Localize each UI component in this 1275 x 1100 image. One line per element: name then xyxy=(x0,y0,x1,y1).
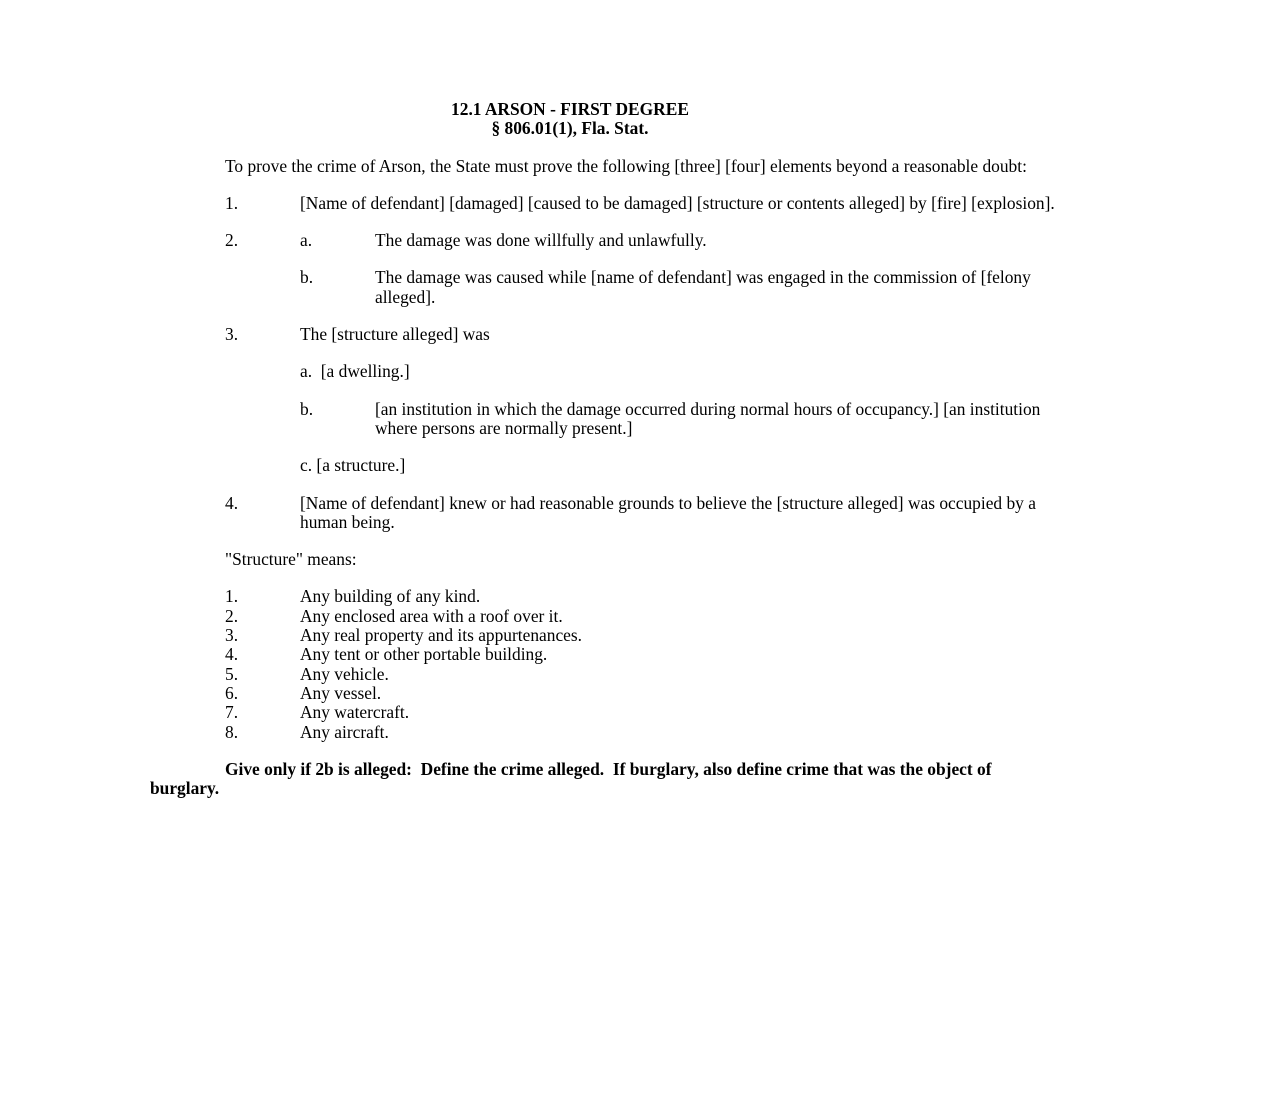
element-3b-text: [an institution in which the damage occurred during normal hours of occupancy.] [an institution where persons are normally present.] xyxy=(375,398,1041,438)
list-item-text: Any tent or other portable building. xyxy=(300,644,548,665)
element-1-number: 1. xyxy=(225,192,239,213)
list-item-text: Any building of any kind. xyxy=(300,586,481,607)
element-2b xyxy=(150,268,1055,307)
element-3-text: The [structure alleged] was xyxy=(300,324,490,345)
list-item xyxy=(150,626,1055,645)
list-item-number: 7. xyxy=(225,702,239,723)
structure-list xyxy=(150,587,1055,741)
list-item-number: 2. xyxy=(225,605,239,626)
element-2a xyxy=(150,231,1055,250)
element-2a-letter: a. xyxy=(300,230,313,251)
list-item xyxy=(150,645,1055,664)
list-item-text: Any real property and its appurtenances. xyxy=(300,625,583,646)
element-3c: c. [a structure.] xyxy=(300,455,406,476)
list-item-number: 5. xyxy=(225,663,239,684)
element-3 xyxy=(150,325,1055,344)
list-item xyxy=(150,684,1055,703)
intro-paragraph: To prove the crime of Arson, the State must prove the following [three] [four] elements beyond a reasonable doubt: xyxy=(225,155,1027,176)
list-item-text: Any aircraft. xyxy=(300,721,389,742)
list-item xyxy=(150,587,1055,606)
document-title: 12.1 ARSON - FIRST DEGREE xyxy=(451,99,689,119)
list-item-number: 1. xyxy=(225,586,239,607)
list-item-number: 8. xyxy=(225,721,239,742)
element-1 xyxy=(150,194,1055,213)
list-item-text: Any vehicle. xyxy=(300,663,389,684)
element-2-number: 2. xyxy=(225,230,239,251)
list-item-text: Any watercraft. xyxy=(300,702,410,723)
list-item xyxy=(150,607,1055,626)
list-item xyxy=(150,665,1055,684)
list-item-number: 6. xyxy=(225,682,239,703)
element-2b-text: The damage was caused while [name of defendant] was engaged in the commission of [felony alleged]. xyxy=(375,267,1031,307)
element-4-text: [Name of defendant] knew or had reasonable grounds to believe the [structure alleged] was occupied by a human being. xyxy=(300,492,1036,532)
list-item xyxy=(150,723,1055,742)
list-item-text: Any enclosed area with a roof over it. xyxy=(300,605,563,626)
element-3-number: 3. xyxy=(225,324,239,345)
list-item-number: 4. xyxy=(225,644,239,665)
element-3b xyxy=(150,400,1055,439)
element-3b-letter: b. xyxy=(300,398,314,419)
statute-citation: § 806.01(1), Fla. Stat. xyxy=(491,118,649,139)
element-4-number: 4. xyxy=(225,492,239,513)
element-2a-text: The damage was done willfully and unlawfully. xyxy=(375,230,707,251)
list-item-text: Any vessel. xyxy=(300,682,382,703)
document-page xyxy=(150,100,1055,798)
structure-heading: "Structure" means: xyxy=(225,549,357,570)
element-3a: a. [a dwelling.] xyxy=(300,361,410,382)
element-2b-letter: b. xyxy=(300,267,314,288)
closing-instruction: Give only if 2b is alleged: Define the crime alleged. If burglary, also define crime that was the object of burglary. xyxy=(150,758,996,799)
list-item xyxy=(150,703,1055,722)
element-1-text: [Name of defendant] [damaged] [caused to be damaged] [structure or contents alleged] by [fire] [explosion]. xyxy=(300,192,1055,213)
list-item-number: 3. xyxy=(225,625,239,646)
element-4 xyxy=(150,494,1055,533)
